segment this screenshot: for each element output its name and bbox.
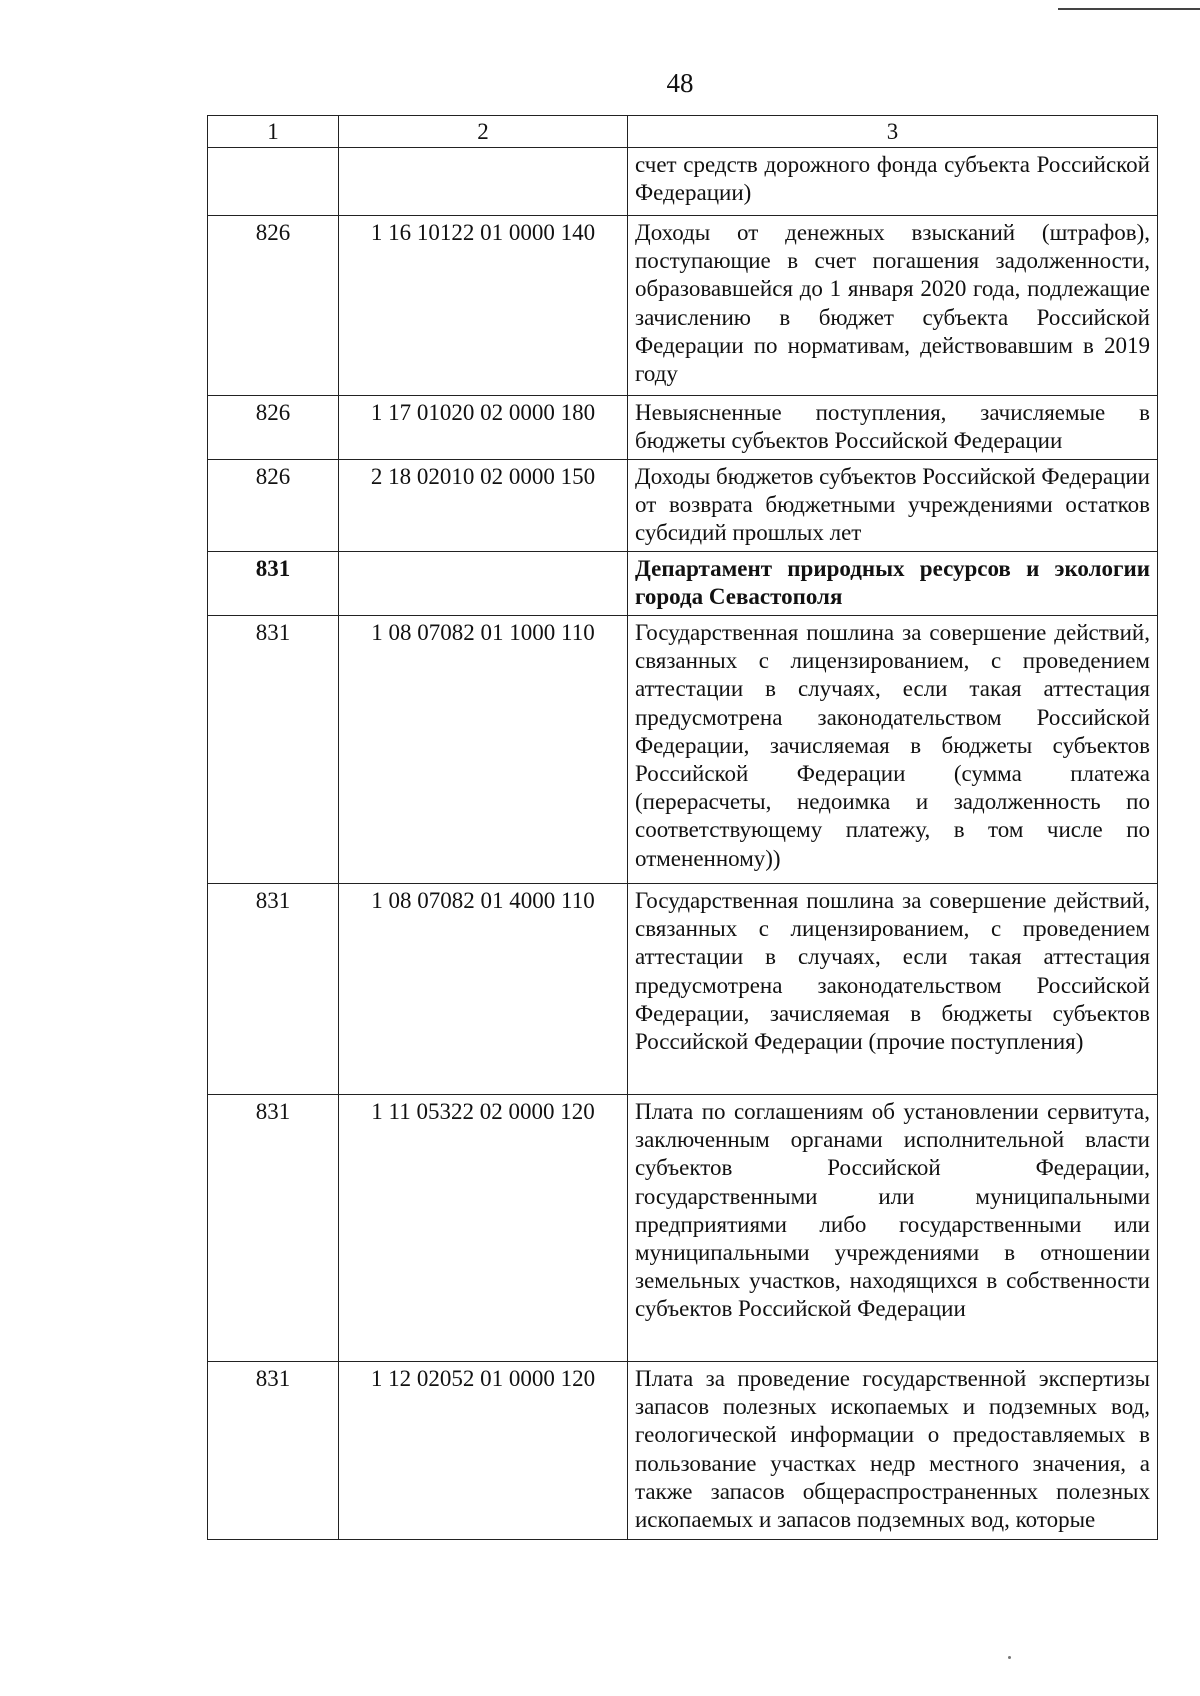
table-header-row bbox=[208, 116, 1158, 148]
kbk-code-cell: 1 16 10122 01 0000 140 bbox=[339, 216, 628, 396]
table-row bbox=[208, 1362, 1158, 1540]
admin-code-cell: 826 bbox=[208, 216, 339, 396]
table-row bbox=[208, 148, 1158, 216]
admin-code-cell: 826 bbox=[208, 460, 339, 552]
kbk-code-cell: 1 17 01020 02 0000 180 bbox=[339, 396, 628, 460]
kbk-code-cell bbox=[339, 552, 628, 616]
table-row bbox=[208, 884, 1158, 1095]
table-row bbox=[208, 396, 1158, 460]
revenue-codes-table bbox=[207, 115, 1158, 1540]
kbk-code-cell: 1 08 07082 01 4000 110 bbox=[339, 884, 628, 1095]
description-cell: Невыясненные поступления, зачисляемые в бюджеты субъектов Российской Федерации bbox=[628, 396, 1158, 460]
description-cell: Плата по соглашениям об установлении сервитута, заключенным органами исполнительной власти субъектов Российской Федерации, государственными или муниципальными предприятиями либо государственными или муниципальными учреждениями в отношении земельных участков, находящихся в собственности субъектов Российской Федерации bbox=[628, 1095, 1158, 1362]
table-row bbox=[208, 216, 1158, 396]
page-number: 48 bbox=[666, 68, 694, 98]
description-cell: Доходы бюджетов субъектов Российской Федерации от возврата бюджетными учреждениями остатков субсидий прошлых лет bbox=[628, 460, 1158, 552]
description-cell: Плата за проведение государственной экспертизы запасов полезных ископаемых и подземных вод, геологической информации о предоставляемых в пользование участках недр местного значения, а также запасов общераспространенных полезных ископаемых и запасов подземных вод, которые bbox=[628, 1362, 1158, 1540]
department-title-cell: Департамент природных ресурсов и экологии города Севастополя bbox=[628, 552, 1158, 616]
header-col-3: 3 bbox=[628, 116, 1158, 148]
description-cell: счет средств дорожного фонда субъекта Российской Федерации) bbox=[628, 148, 1158, 216]
description-cell: Доходы от денежных взысканий (штрафов), поступающие в счет погашения задолженности, образовавшейся до 1 января 2020 года, подлежащие зачислению в бюджет субъекта Российской Федерации по нормативам, действовавшим в 2019 году bbox=[628, 216, 1158, 396]
admin-code-cell: 831 bbox=[208, 1362, 339, 1540]
admin-code-cell: 831 bbox=[208, 616, 339, 884]
description-cell: Государственная пошлина за совершение действий, связанных с лицензированием, с проведением аттестации в случаях, если такая аттестация предусмотрена законодательством Российской Федерации, зачисляемая в бюджеты субъектов Российской Федерации (прочие поступления) bbox=[628, 884, 1158, 1095]
kbk-code-cell: 1 08 07082 01 1000 110 bbox=[339, 616, 628, 884]
description-cell: Государственная пошлина за совершение действий, связанных с лицензированием, с проведением аттестации в случаях, если такая аттестация предусмотрена законодательством Российской Федерации, зачисляемая в бюджеты субъектов Российской Федерации (сумма платежа (перерасчеты, недоимка и задолженность по соответствующему платежу, в том числе по отмененному)) bbox=[628, 616, 1158, 884]
scan-mark bbox=[1008, 1656, 1011, 1659]
table-row bbox=[208, 1095, 1158, 1362]
table-row bbox=[208, 460, 1158, 552]
kbk-code-cell: 2 18 02010 02 0000 150 bbox=[339, 460, 628, 552]
admin-code-cell bbox=[208, 148, 339, 216]
admin-code-cell: 831 bbox=[208, 1095, 339, 1362]
top-rule bbox=[1058, 8, 1200, 10]
header-col-2: 2 bbox=[339, 116, 628, 148]
kbk-code-cell bbox=[339, 148, 628, 216]
department-row bbox=[208, 552, 1158, 616]
kbk-code-cell: 1 11 05322 02 0000 120 bbox=[339, 1095, 628, 1362]
admin-code-cell: 831 bbox=[208, 884, 339, 1095]
kbk-code-cell: 1 12 02052 01 0000 120 bbox=[339, 1362, 628, 1540]
admin-code-cell: 826 bbox=[208, 396, 339, 460]
header-col-1: 1 bbox=[208, 116, 339, 148]
table-row bbox=[208, 616, 1158, 884]
admin-code-cell: 831 bbox=[208, 552, 339, 616]
